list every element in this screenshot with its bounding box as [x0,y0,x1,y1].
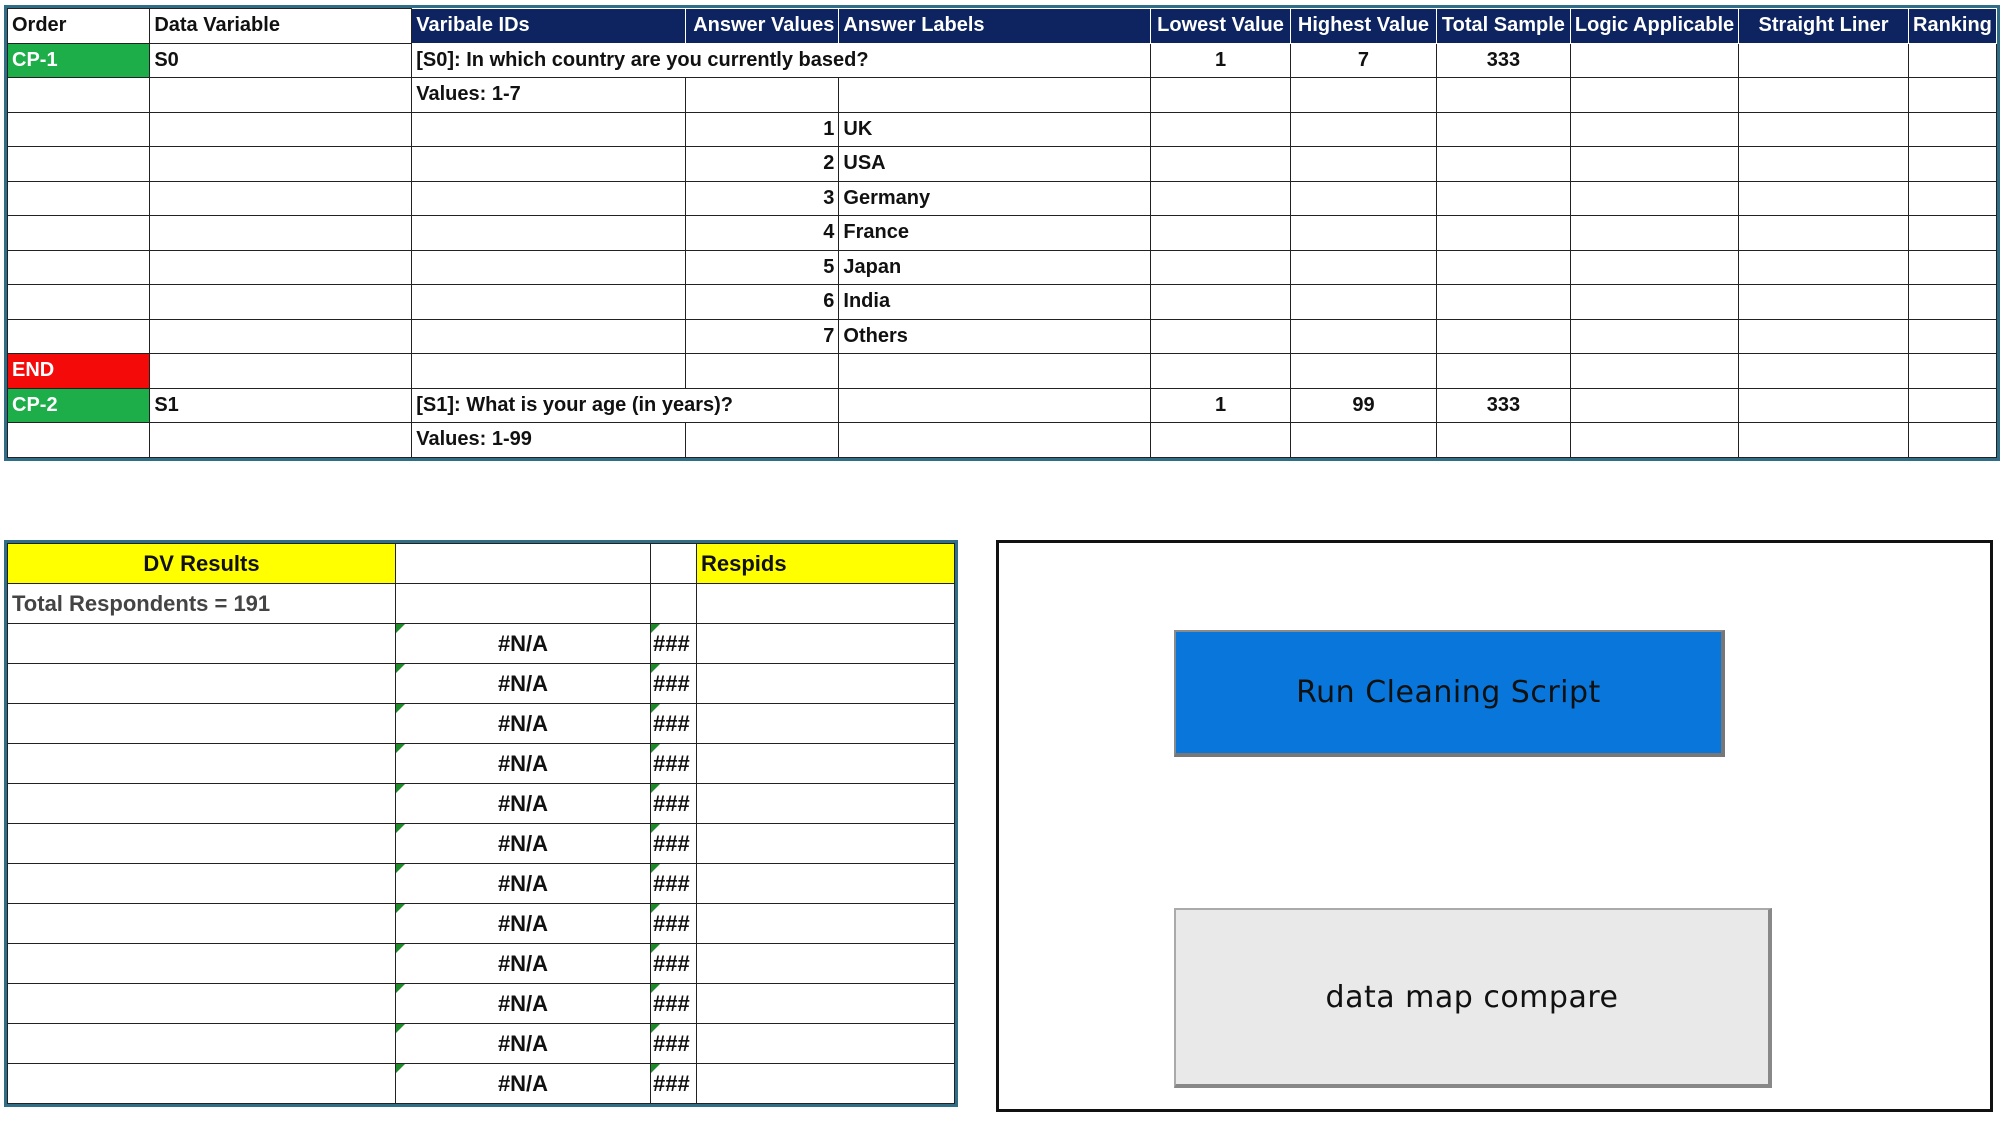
dv-result-text: #N/A [497,630,549,656]
empty-cell[interactable] [8,1024,396,1064]
dv-result-cell[interactable] [396,664,651,704]
empty-cell[interactable] [1151,250,1291,285]
dv-result-row [8,664,955,704]
empty-cell[interactable] [1151,216,1291,251]
empty-cell[interactable] [1436,78,1570,113]
dv-hash-cell[interactable] [651,1024,697,1064]
empty-cell[interactable] [8,704,396,744]
header-data-variable[interactable]: Data Variable [150,9,412,44]
dv-result-row [8,984,955,1024]
empty-cell[interactable] [1290,78,1436,113]
error-indicator-icon [651,824,660,833]
empty-cell[interactable] [1908,285,1996,320]
dv-result-cell[interactable] [396,824,651,864]
cp1-question-row [8,43,1997,78]
answer-label-cell[interactable]: UK [839,112,1151,147]
empty-cell[interactable] [150,319,412,354]
empty-cell[interactable] [1908,43,1996,78]
dv-hash-cell[interactable] [651,1064,697,1104]
dv-header-row [8,544,955,584]
cp2-values-row [8,423,1997,458]
cp1-question-cell[interactable]: [S0]: In which country are you currently based? [412,43,1151,78]
empty-cell[interactable] [412,285,686,320]
dv-hash-text: ### [653,990,690,1016]
answer-row [8,112,1997,147]
error-indicator-icon [396,664,405,673]
empty-cell[interactable] [1908,423,1996,458]
empty-cell[interactable] [1739,216,1909,251]
empty-cell[interactable] [1290,423,1436,458]
empty-cell[interactable] [1570,250,1738,285]
dv-result-cell[interactable] [396,624,651,664]
dv-hash-text: ### [653,830,690,856]
empty-cell[interactable] [150,250,412,285]
dv-result-text: #N/A [497,950,549,976]
error-indicator-icon [396,744,405,753]
header-order[interactable]: Order [8,9,150,44]
dv-result-row [8,624,955,664]
error-indicator-icon [651,904,660,913]
respid-cell[interactable] [697,664,955,704]
answer-value-cell[interactable]: 5 [686,250,839,285]
respid-cell[interactable] [697,704,955,744]
header-row [8,9,1997,44]
answer-row [8,147,1997,182]
empty-cell[interactable] [8,984,396,1024]
dv-result-row [8,744,955,784]
empty-cell[interactable] [1739,181,1909,216]
cp1-total-cell[interactable]: 333 [1436,43,1570,78]
empty-cell[interactable] [1570,147,1738,182]
answer-label-cell[interactable]: Japan [839,250,1151,285]
empty-cell[interactable] [1908,354,1996,389]
empty-cell[interactable] [1290,147,1436,182]
dv-result-text: #N/A [497,1070,549,1096]
empty-cell[interactable] [1290,285,1436,320]
answer-value-cell[interactable]: 4 [686,216,839,251]
error-indicator-icon [651,1024,660,1033]
error-indicator-icon [396,784,405,793]
empty-cell[interactable] [150,216,412,251]
empty-cell[interactable] [1436,319,1570,354]
empty-cell[interactable] [8,319,150,354]
empty-cell[interactable] [150,147,412,182]
dv-hash-cell[interactable] [651,824,697,864]
cp2-question-row [8,388,1997,423]
header-logic-applicable[interactable]: Logic Applicable [1570,9,1738,44]
empty-cell[interactable] [8,181,150,216]
empty-cell[interactable] [8,423,150,458]
empty-cell[interactable] [1290,319,1436,354]
dv-result-row [8,704,955,744]
answer-label-cell[interactable]: France [839,216,1151,251]
empty-cell[interactable] [8,664,396,704]
empty-cell[interactable] [150,285,412,320]
dv-result-row [8,824,955,864]
cp2-highest-cell[interactable]: 99 [1290,388,1436,423]
empty-cell[interactable] [1908,388,1996,423]
empty-cell[interactable] [8,112,150,147]
answer-row [8,216,1997,251]
empty-cell[interactable] [150,78,412,113]
empty-cell[interactable] [1290,112,1436,147]
empty-cell[interactable] [8,784,396,824]
empty-cell[interactable] [697,584,955,624]
dv-hash-text: ### [653,710,690,736]
error-indicator-icon [396,624,405,633]
empty-cell[interactable] [1908,78,1996,113]
dv-result-cell[interactable] [396,864,651,904]
empty-cell[interactable] [1290,250,1436,285]
header-answer-values[interactable]: Answer Values [686,9,839,44]
dv-result-row [8,1024,955,1064]
dv-hash-cell[interactable] [651,864,697,904]
error-indicator-icon [396,864,405,873]
empty-cell[interactable] [1739,388,1909,423]
dv-result-cell[interactable] [396,784,651,824]
empty-cell[interactable] [1290,354,1436,389]
empty-cell[interactable] [8,285,150,320]
empty-cell[interactable] [150,112,412,147]
dv-hash-text: ### [653,870,690,896]
cp1-values-row [8,78,1997,113]
empty-cell[interactable] [412,147,686,182]
empty-cell[interactable] [651,584,697,624]
answer-value-cell[interactable]: 2 [686,147,839,182]
run-cleaning-script-button[interactable]: Run Cleaning Script [1174,630,1725,757]
error-indicator-icon [651,664,660,673]
empty-cell[interactable] [1570,423,1738,458]
empty-cell[interactable] [1739,285,1909,320]
dv-results-table [4,540,958,1107]
header-ranking[interactable]: Ranking [1908,9,1996,44]
empty-cell[interactable] [1739,112,1909,147]
empty-cell[interactable] [1908,147,1996,182]
dv-result-cell[interactable] [396,744,651,784]
dv-result-text: #N/A [497,830,549,856]
empty-cell[interactable] [1908,181,1996,216]
empty-cell[interactable] [1436,250,1570,285]
dv-result-row [8,784,955,824]
empty-cell[interactable] [686,78,839,113]
cp1-values-range-cell[interactable]: Values: 1-7 [412,78,686,113]
answer-value-cell[interactable]: 6 [686,285,839,320]
empty-cell[interactable] [1739,319,1909,354]
dv-result-cell[interactable] [396,984,651,1024]
data-map-compare-button[interactable]: data map compare [1174,908,1772,1088]
respid-cell[interactable] [697,1024,955,1064]
dv-result-text: #N/A [497,990,549,1016]
empty-cell[interactable] [8,250,150,285]
answer-row [8,319,1997,354]
empty-cell[interactable] [412,181,686,216]
error-indicator-icon [651,624,660,633]
error-indicator-icon [396,1024,405,1033]
empty-cell[interactable] [1570,216,1738,251]
cp1-highest-cell[interactable]: 7 [1290,43,1436,78]
empty-cell[interactable] [1739,43,1909,78]
error-indicator-icon [396,984,405,993]
answer-row [8,285,1997,320]
empty-cell[interactable] [1739,78,1909,113]
header-variable-ids[interactable]: Varibale IDs [412,9,686,44]
empty-cell[interactable] [1151,112,1291,147]
answer-value-cell[interactable]: 7 [686,319,839,354]
empty-cell[interactable] [651,544,697,584]
empty-cell[interactable] [1290,181,1436,216]
empty-cell[interactable] [8,864,396,904]
header-highest-value[interactable]: Highest Value [1290,9,1436,44]
empty-cell[interactable] [412,112,686,147]
dv-result-text: #N/A [497,710,549,736]
empty-cell[interactable] [1436,181,1570,216]
error-indicator-icon [651,784,660,793]
empty-cell[interactable] [1436,423,1570,458]
respid-cell[interactable] [697,864,955,904]
respid-cell[interactable] [697,904,955,944]
empty-cell[interactable] [8,624,396,664]
empty-cell[interactable] [8,147,150,182]
end-marker-cell[interactable]: END [8,354,150,389]
empty-cell[interactable] [8,944,396,984]
dv-hash-text: ### [653,950,690,976]
answer-row [8,250,1997,285]
dv-hash-text: ### [653,670,690,696]
answer-value-cell[interactable]: 3 [686,181,839,216]
empty-cell[interactable] [150,181,412,216]
header-straight-liner[interactable]: Straight Liner [1739,9,1909,44]
dv-hash-cell[interactable] [651,664,697,704]
respid-cell[interactable] [697,1064,955,1104]
empty-cell[interactable] [1570,354,1738,389]
empty-cell[interactable] [412,354,686,389]
cp2-lowest-cell[interactable]: 1 [1151,388,1291,423]
empty-cell[interactable] [1908,112,1996,147]
dv-hash-text: ### [653,910,690,936]
dv-result-text: #N/A [497,870,549,896]
empty-cell[interactable] [839,423,1151,458]
empty-cell[interactable] [1570,388,1738,423]
dv-result-row [8,944,955,984]
empty-cell[interactable] [396,584,651,624]
error-indicator-icon [651,744,660,753]
error-indicator-icon [396,704,405,713]
empty-cell[interactable] [1436,354,1570,389]
empty-cell[interactable] [8,744,396,784]
answer-label-cell[interactable]: Germany [839,181,1151,216]
answer-label-cell[interactable]: USA [839,147,1151,182]
cp2-order-cell[interactable]: CP-2 [8,388,150,423]
empty-cell[interactable] [1739,250,1909,285]
empty-cell[interactable] [1151,354,1291,389]
end-row [8,354,1997,389]
error-indicator-icon [651,944,660,953]
dv-result-cell[interactable] [396,1064,651,1104]
empty-cell[interactable] [8,216,150,251]
cp2-question-cell[interactable]: [S1]: What is your age (in years)? [412,388,839,423]
answer-label-cell[interactable]: India [839,285,1151,320]
empty-cell[interactable] [8,78,150,113]
empty-cell[interactable] [8,1064,396,1104]
empty-cell[interactable] [1151,423,1291,458]
dv-hash-text: ### [653,1030,690,1056]
respid-cell[interactable] [697,824,955,864]
cp2-variable-cell[interactable]: S1 [150,388,412,423]
respids-header[interactable]: Respids [697,544,955,584]
cp2-values-range-cell[interactable]: Values: 1-99 [412,423,686,458]
header-lowest-value[interactable]: Lowest Value [1151,9,1291,44]
dv-result-cell[interactable] [396,944,651,984]
answer-row [8,181,1997,216]
dv-hash-text: ### [653,750,690,776]
empty-cell[interactable] [1570,78,1738,113]
error-indicator-icon [396,824,405,833]
dv-result-text: #N/A [497,790,549,816]
dv-result-cell[interactable] [396,704,651,744]
empty-cell[interactable] [839,78,1151,113]
empty-cell[interactable] [839,388,1151,423]
dv-result-cell[interactable] [396,1024,651,1064]
error-indicator-icon [651,984,660,993]
empty-cell[interactable] [1739,354,1909,389]
error-indicator-icon [651,1064,660,1073]
empty-cell[interactable] [1151,78,1291,113]
total-respondents-cell[interactable]: Total Respondents = 191 [8,584,396,624]
error-indicator-icon [651,864,660,873]
dv-hash-cell[interactable] [651,624,697,664]
empty-cell[interactable] [1151,147,1291,182]
dv-results-header[interactable]: DV Results [8,544,396,584]
empty-cell[interactable] [412,216,686,251]
empty-cell[interactable] [1570,43,1738,78]
cp1-lowest-cell[interactable]: 1 [1151,43,1291,78]
empty-cell[interactable] [686,423,839,458]
error-indicator-icon [396,944,405,953]
respid-cell[interactable] [697,784,955,824]
respid-cell[interactable] [697,944,955,984]
empty-cell[interactable] [1570,319,1738,354]
empty-cell[interactable] [150,423,412,458]
dv-result-text: #N/A [497,1030,549,1056]
empty-cell[interactable] [1436,147,1570,182]
header-total-sample[interactable]: Total Sample [1436,9,1570,44]
error-indicator-icon [651,704,660,713]
empty-cell[interactable] [1570,112,1738,147]
dv-hash-cell[interactable] [651,744,697,784]
dv-result-text: #N/A [497,670,549,696]
datamap-table [4,5,2000,461]
dv-result-row [8,864,955,904]
error-indicator-icon [396,1064,405,1073]
cp1-order-cell[interactable]: CP-1 [8,43,150,78]
empty-cell[interactable] [1436,216,1570,251]
macro-button-panel [996,540,1993,1112]
dv-result-cell[interactable] [396,904,651,944]
dv-hash-cell[interactable] [651,784,697,824]
empty-cell[interactable] [1151,319,1291,354]
dv-result-text: #N/A [497,910,549,936]
empty-cell[interactable] [1908,250,1996,285]
empty-cell[interactable] [150,354,412,389]
dv-hash-cell[interactable] [651,984,697,1024]
dv-hash-cell[interactable] [651,904,697,944]
empty-cell[interactable] [1739,423,1909,458]
empty-cell[interactable] [1739,147,1909,182]
empty-cell[interactable] [1570,181,1738,216]
dv-hash-cell[interactable] [651,704,697,744]
empty-cell[interactable] [1290,216,1436,251]
respid-cell[interactable] [697,984,955,1024]
cp2-total-cell[interactable]: 333 [1436,388,1570,423]
empty-cell[interactable] [686,354,839,389]
dv-hash-text: ### [653,1070,690,1096]
empty-cell[interactable] [412,250,686,285]
empty-cell[interactable] [1436,285,1570,320]
empty-cell[interactable] [412,319,686,354]
empty-cell[interactable] [1151,181,1291,216]
empty-cell[interactable] [1436,112,1570,147]
dv-hash-text: ### [653,790,690,816]
dv-result-row [8,1064,955,1104]
answer-label-cell[interactable]: Others [839,319,1151,354]
error-indicator-icon [396,904,405,913]
empty-cell[interactable] [8,824,396,864]
empty-cell[interactable] [1908,216,1996,251]
respid-cell[interactable] [697,624,955,664]
empty-cell[interactable] [8,904,396,944]
respid-cell[interactable] [697,744,955,784]
dv-hash-cell[interactable] [651,944,697,984]
empty-cell[interactable] [1151,285,1291,320]
cp1-variable-cell[interactable]: S0 [150,43,412,78]
dv-total-row [8,584,955,624]
answer-value-cell[interactable]: 1 [686,112,839,147]
header-answer-labels[interactable]: Answer Labels [839,9,1151,44]
dv-result-row [8,904,955,944]
dv-result-text: #N/A [497,750,549,776]
empty-cell[interactable] [396,544,651,584]
empty-cell[interactable] [839,354,1151,389]
dv-hash-text: ### [653,630,690,656]
empty-cell[interactable] [1908,319,1996,354]
empty-cell[interactable] [1570,285,1738,320]
